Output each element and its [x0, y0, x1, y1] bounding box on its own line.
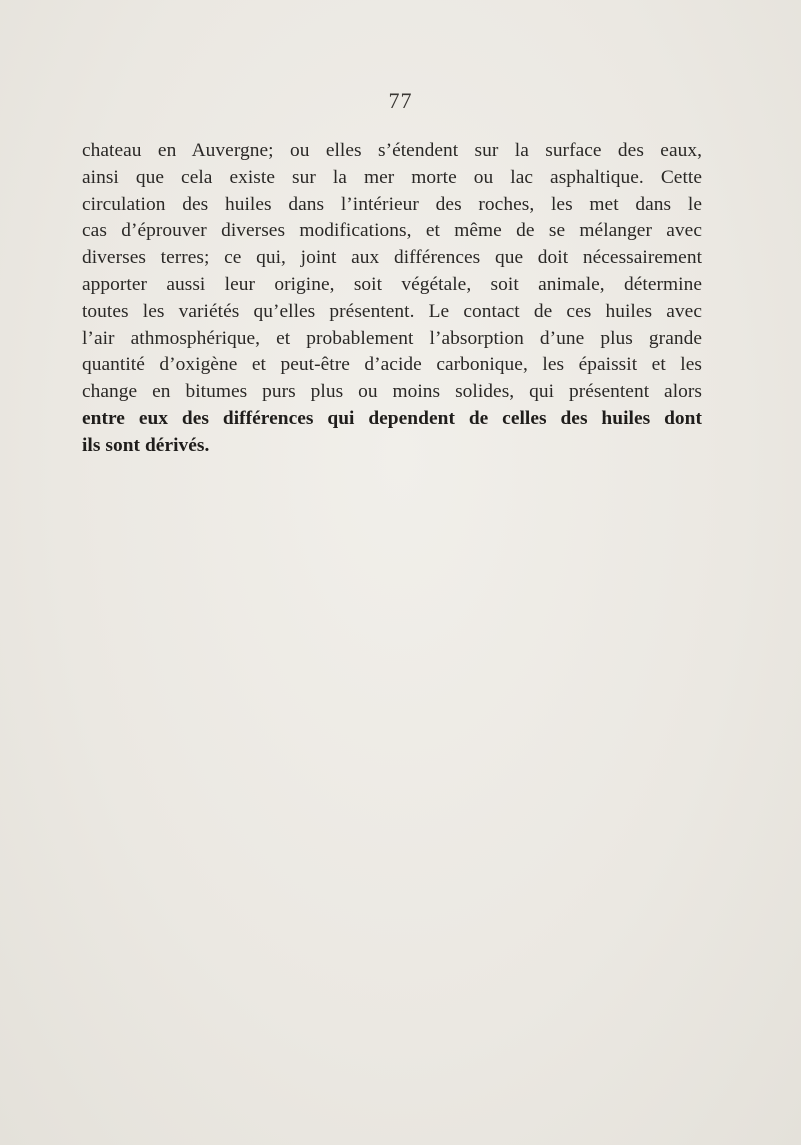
text-line: ils sont dérivés. — [82, 434, 210, 456]
text-line: change en bitumes purs plus ou moins solides, qui présentent alors — [82, 381, 702, 403]
text-line: ainsi que cela existe sur la mer morte ou lac asphaltique. Cette — [82, 166, 702, 188]
text-line: apporter aussi leur origine, soit végétale, soit animale, détermine — [82, 273, 702, 295]
text-line: quantité d’oxigène et peut-être d’acide carbonique, les épaissit et les — [82, 354, 702, 376]
text-line: chateau en Auvergne; ou elles s’étendent sur la surface des eaux, — [82, 140, 702, 161]
text-line: entre eux des différences qui dependent de celles des huiles dont — [82, 407, 702, 429]
text-line: cas d’éprouver diverses modifications, et même de se mélanger avec — [82, 220, 702, 242]
page-number: 77 — [388, 88, 413, 113]
text-line: toutes les variétés qu’elles présentent. Le contact de ces huiles avec — [82, 300, 702, 322]
text-line: diverses terres; ce qui, joint aux différences que doit nécessairement — [82, 247, 702, 269]
text-line: l’air athmosphérique, et probablement l’absorption d’une plus grande — [82, 327, 702, 349]
body-paragraph — [82, 138, 702, 460]
text-line: circulation des huiles dans l’intérieur des roches, les met dans le — [82, 193, 702, 215]
